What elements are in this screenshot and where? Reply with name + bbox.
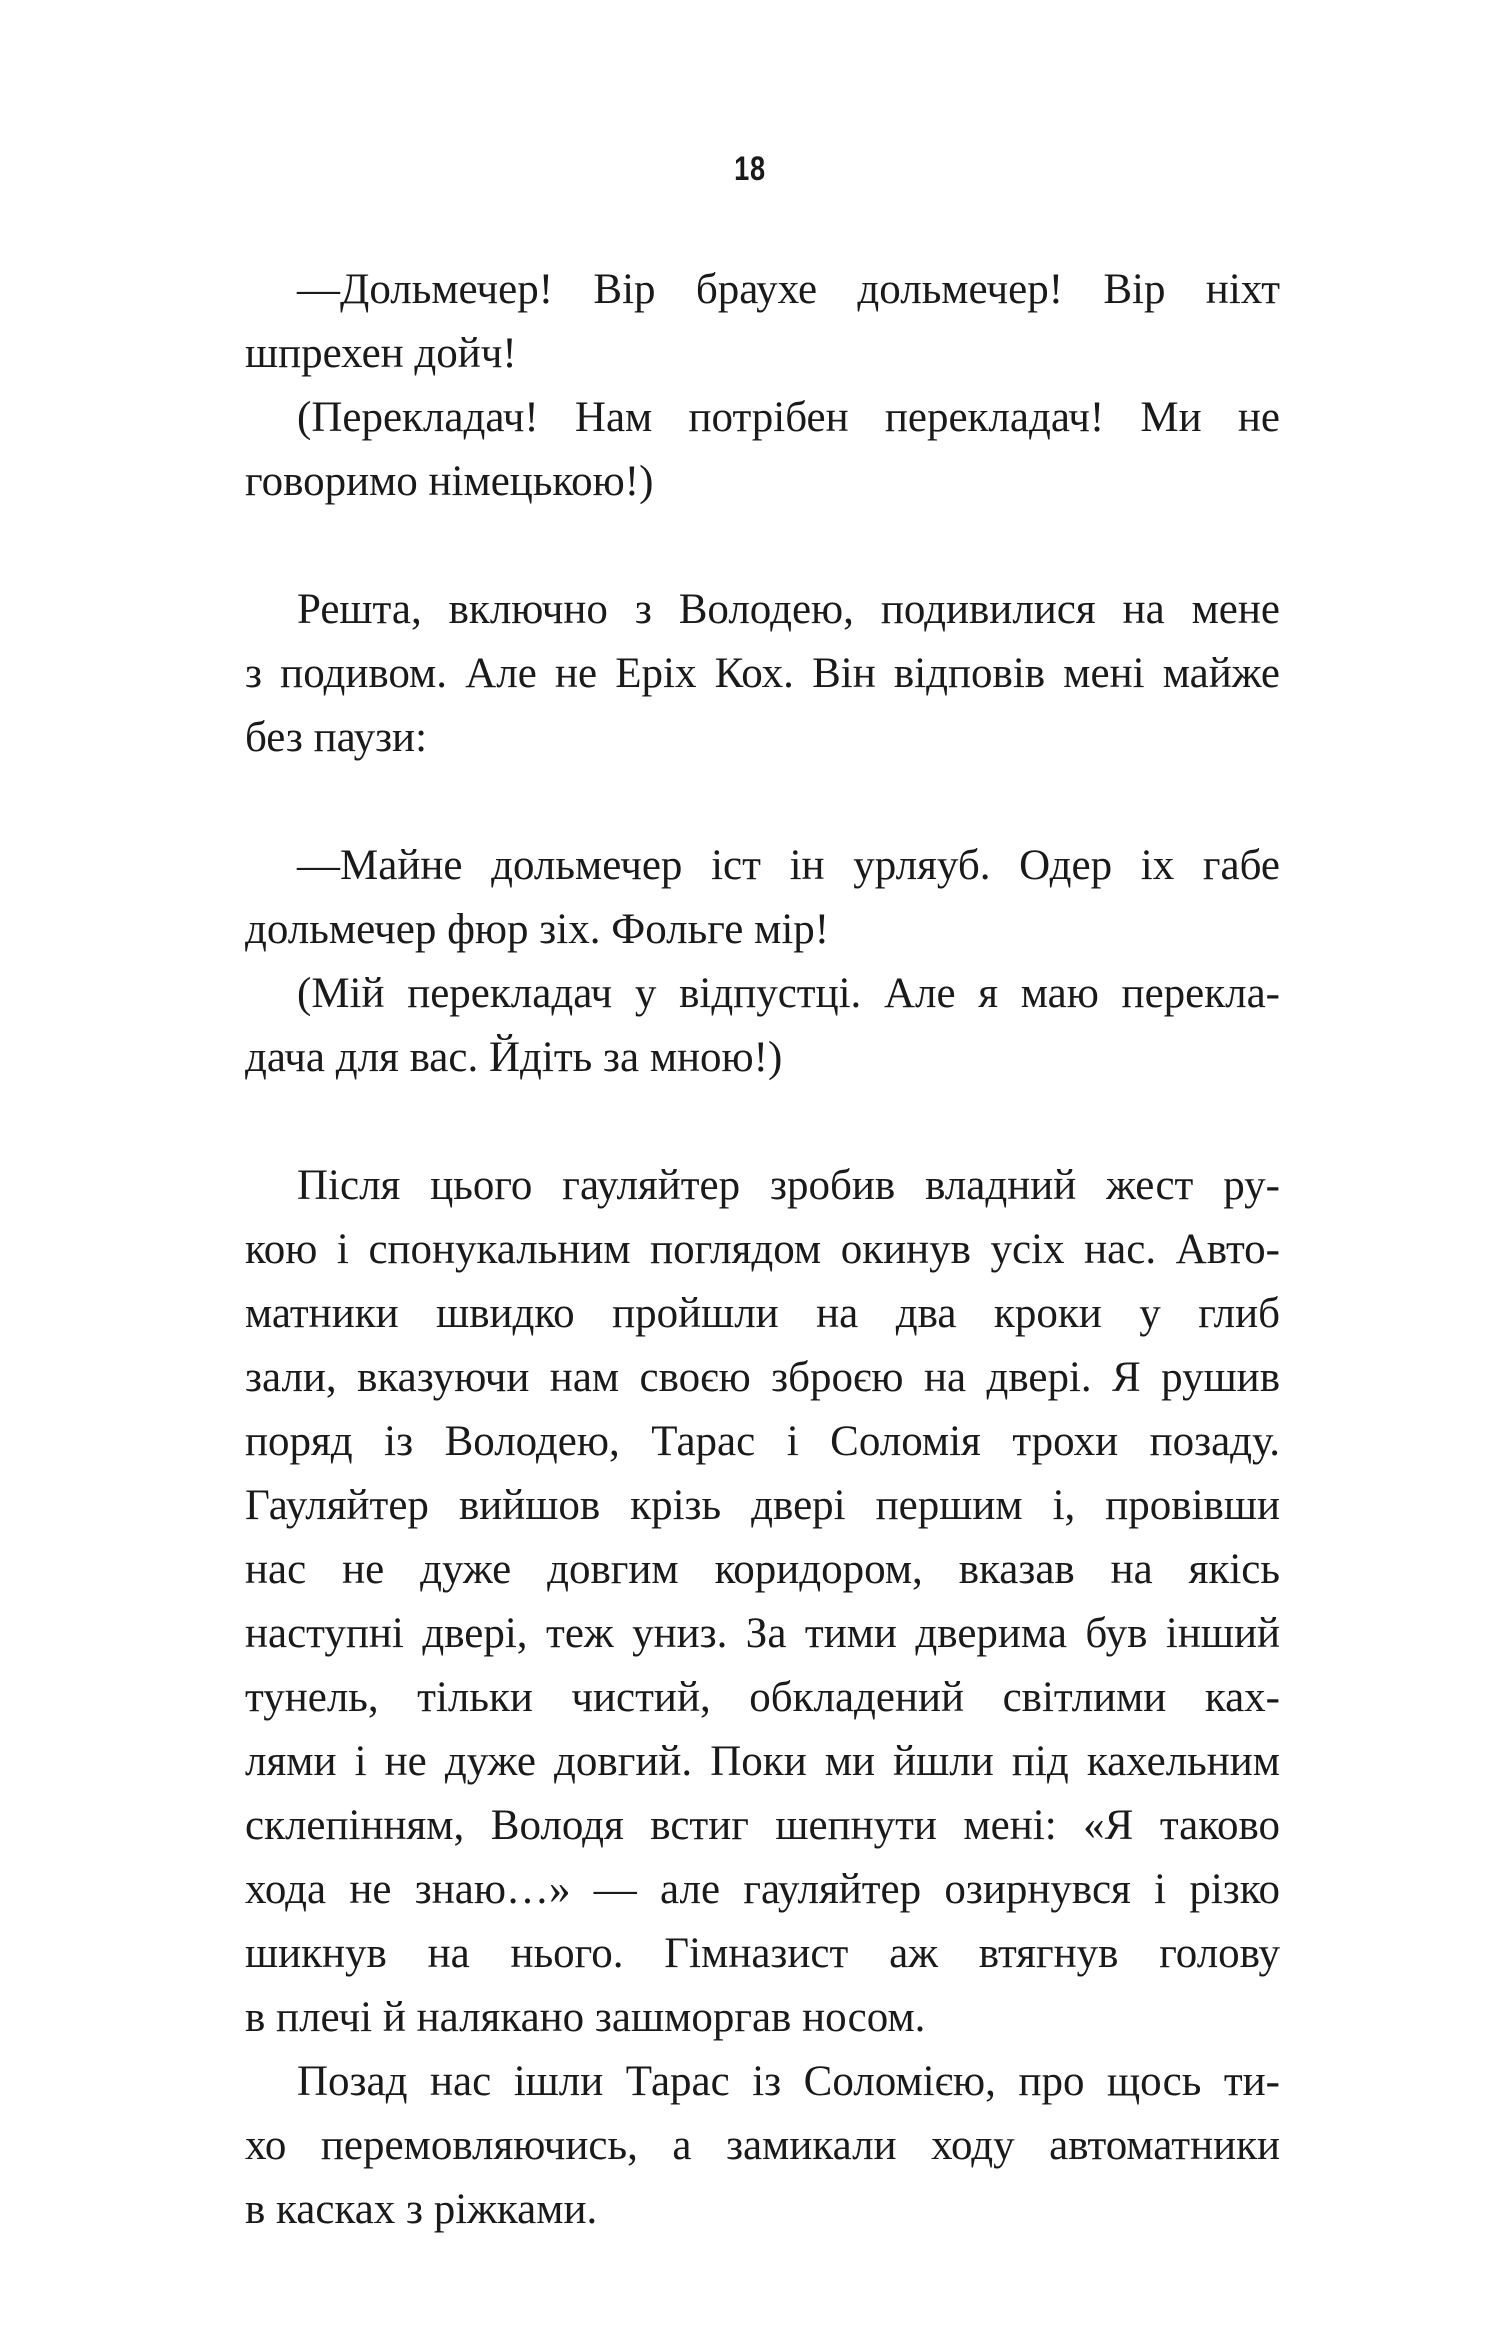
paragraph-gap xyxy=(245,514,1280,578)
text-line: (Перекладач! Нам потрібен перекладач! Ми не xyxy=(297,394,1280,441)
text-line: —Дольмечер! Вір браухе дольмечер! Вір ніхт xyxy=(297,266,1280,313)
text-line: кою і спонукальним поглядом окинув усіх нас. Авто- xyxy=(245,1226,1280,1273)
paragraph-gap xyxy=(245,770,1280,834)
text-line: з подивом. Але не Еріх Кох. Він відповів мені майже xyxy=(245,650,1280,697)
text-line: тунель, тільки чистий, обкладений світлими ках- xyxy=(245,1674,1280,1721)
text-line: —Майне дольмечер іст ін урляуб. Одер іх габе xyxy=(297,842,1280,889)
text-line: (Мій перекладач у відпустці. Але я маю перекла- xyxy=(297,970,1280,1017)
text-line: в касках з ріжками. xyxy=(245,2186,598,2233)
text-line: хо перемовляючись, а замикали ходу автоматники xyxy=(245,2122,1280,2169)
text-line: поряд із Володею, Тарас і Соломія трохи позаду. xyxy=(245,1418,1280,1465)
text-line: говоримо німецькою!) xyxy=(245,458,654,505)
text-line: лями і не дуже довгий. Поки ми йшли під кахельним xyxy=(245,1738,1280,1785)
text-line: дольмечер фюр зіх. Фольге мір! xyxy=(245,906,830,953)
text-line: склепінням, Володя встиг шепнути мені: «Я таково xyxy=(245,1802,1280,1849)
text-line: Позад нас ішли Тарас із Соломією, про щось ти- xyxy=(297,2058,1280,2105)
paragraph-gap xyxy=(245,1090,1280,1154)
text-line: шпрехен дойч! xyxy=(245,330,517,377)
text-line: шикнув на нього. Гімназист аж втягнув голову xyxy=(245,1930,1280,1977)
page-number: 18 xyxy=(734,150,766,188)
text-line: хода не знаю…» — але гауляйтер озирнувся і різко xyxy=(245,1866,1280,1913)
text-line: Гауляйтер вийшов крізь двері першим і, провівши xyxy=(245,1482,1280,1529)
text-line: дача для вас. Йдіть за мною!) xyxy=(245,1034,783,1081)
text-line: Решта, включно з Володею, подивилися на мене xyxy=(297,586,1280,633)
text-line: матники швидко пройшли на два кроки у глиб xyxy=(245,1290,1280,1337)
text-line: Після цього гауляйтер зробив владний жест ру- xyxy=(297,1162,1280,1209)
text-line: зали, вказуючи нам своєю зброєю на двері. Я рушив xyxy=(245,1354,1280,1401)
text-line: наступні двері, теж униз. За тими дверима був інший xyxy=(245,1610,1280,1657)
text-line: без паузи: xyxy=(245,714,428,761)
text-line: в плечі й налякано зашморгав носом. xyxy=(245,1994,926,2041)
body-text xyxy=(245,258,1280,2242)
text-line: нас не дуже довгим коридором, вказав на якісь xyxy=(245,1546,1280,1593)
